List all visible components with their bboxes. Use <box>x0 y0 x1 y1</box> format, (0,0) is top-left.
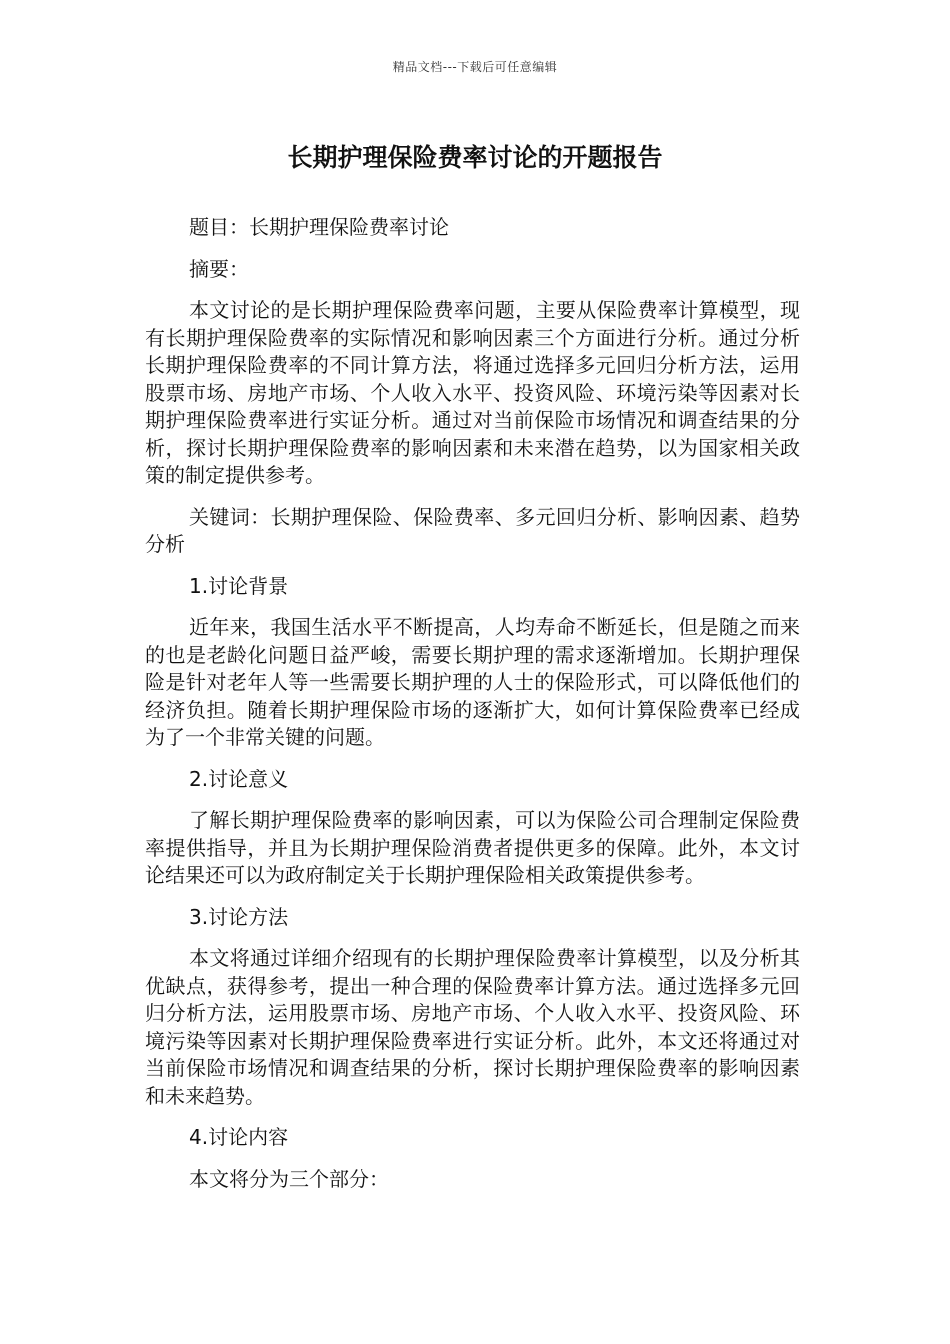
section-heading-significance: 2.讨论意义 <box>189 766 289 791</box>
section-heading-content: 4.讨论内容 <box>189 1125 289 1149</box>
significance-paragraph: 了解长期护理保险费率的影响因素，可以为保险公司合理制定保险费率提供指导，并且为长期护理保险消费者提供更多的保障。此外，本文讨论结果还可以为政府制定关于长期护理保险相关政策提供参考。 <box>145 808 800 887</box>
abstract-paragraph: 本文讨论的是长期护理保险费率问题，主要从保险费率计算模型，现有长期护理保险费率的实际情况和影响因素三个方面进行分析。通过分析长期护理保险费率的不同计算方法，将通过选择多元回归分析方法，运用股票市场、房地产市场、个人收入水平、投资风险、环境污染等因素对长期护理保险费率进行实证分析。通过对当前保险市场情况和调查结果的分析，探讨长期护理保险费率的影响因素和未来潜在趋势，以为国家相关政策的制定提供参考。 <box>145 298 800 487</box>
background-paragraph: 近年来，我国生活水平不断提高，人均寿命不断延长，但是随之而来的也是老龄化问题日益严峻，需要长期护理的需求逐渐增加。长期护理保险是针对老年人等一些需要长期护理的人士的保险形式，可以降低他们的经济负担。随着长期护理保险市场的逐渐扩大，如何计算保险费率已经成为了一个非常关键的问题。 <box>145 615 800 749</box>
topic-line: 题目：长期护理保险费率讨论 <box>189 215 449 239</box>
abstract-label: 摘要： <box>189 256 249 281</box>
section-heading-method: 3.讨论方法 <box>189 904 289 929</box>
method-paragraph: 本文将通过详细介绍现有的长期护理保险费率计算模型，以及分析其优缺点，获得参考，提出一种合理的保险费率计算方法。通过选择多元回归分析方法，运用股票市场、房地产市场、个人收入水平、投资风险、环境污染等因素对长期护理保险费率进行实证分析。此外，本文还将通过对当前保险市场情况和调查结果的分析，探讨长期护理保险费率的影响因素和未来趋势。 <box>145 946 800 1108</box>
content-paragraph: 本文将分为三个部分： <box>189 1166 389 1191</box>
section-heading-background: 1.讨论背景 <box>189 573 289 598</box>
document-body <box>145 214 800 1207</box>
keywords-paragraph: 关键词：长期护理保险、保险费率、多元回归分析、影响因素、趋势分析 <box>145 504 800 556</box>
document-title: 长期护理保险费率讨论的开题报告 <box>287 143 663 172</box>
header-note: 精品文档---下载后可任意编辑 <box>392 60 558 74</box>
